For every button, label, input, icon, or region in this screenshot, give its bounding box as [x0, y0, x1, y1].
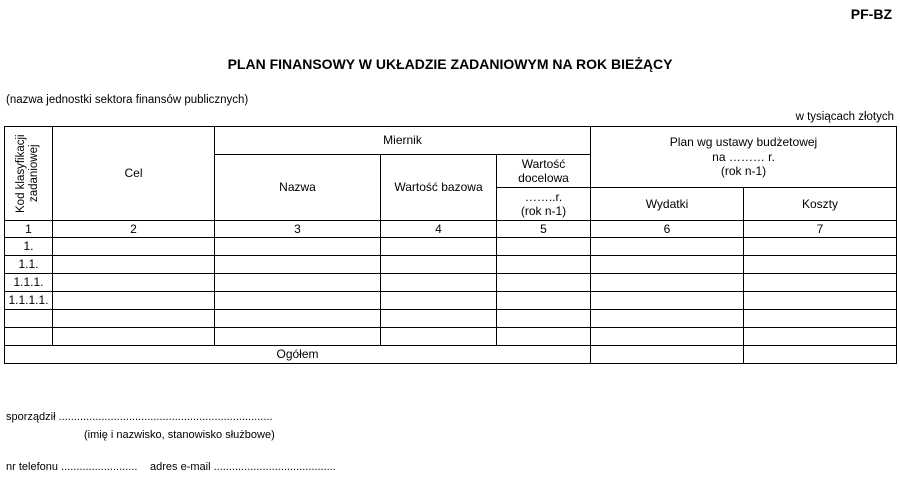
- table-cell[interactable]: [381, 256, 497, 274]
- table-cell[interactable]: [381, 274, 497, 292]
- table-cell[interactable]: [381, 292, 497, 310]
- document-title: PLAN FINANSOWY W UKŁADZIE ZADANIOWYM NA ROK BIEŻĄCY: [227, 56, 673, 72]
- header-target-value: Wartość docelowa: [497, 155, 591, 188]
- table-row: [5, 274, 897, 292]
- row-code: 1.1.: [5, 256, 53, 274]
- header-plan-group: [591, 127, 897, 188]
- header-base-value: Wartość bazowa: [381, 155, 497, 221]
- table-cell[interactable]: [744, 256, 897, 274]
- total-expenses-cell[interactable]: [591, 346, 744, 364]
- total-label: Ogółem: [5, 346, 591, 364]
- email-field[interactable]: adres e-mail ........................................: [150, 461, 336, 473]
- header-code-label: Kod klasyfikacji zadaniowej: [15, 134, 41, 213]
- table-cell[interactable]: [744, 292, 897, 310]
- form-code: PF-BZ: [850, 6, 892, 22]
- plan-line-1: Plan wg ustawy budżetowej: [669, 135, 818, 150]
- table-cell[interactable]: [591, 292, 744, 310]
- target-year-note: (rok n-1): [520, 204, 567, 218]
- header-target-year: [497, 188, 591, 221]
- table-cell[interactable]: [497, 238, 591, 256]
- table-cell[interactable]: [53, 328, 215, 346]
- table-cell[interactable]: [497, 310, 591, 328]
- header-measure-group: Miernik: [215, 127, 591, 155]
- table-cell[interactable]: [381, 310, 497, 328]
- column-number: 5: [497, 221, 591, 238]
- table-cell[interactable]: [497, 292, 591, 310]
- table-cell[interactable]: [591, 310, 744, 328]
- prepared-by-hint: (imię i nazwisko, stanowisko służbowe): [84, 429, 275, 441]
- column-number: 4: [381, 221, 497, 238]
- row-code: 1.1.1.: [5, 274, 53, 292]
- header-code: [5, 127, 53, 221]
- table-cell[interactable]: [53, 256, 215, 274]
- prepared-by-line[interactable]: sporządził ......................................................................: [6, 411, 273, 423]
- table-row: [5, 256, 897, 274]
- table-row: [5, 238, 897, 256]
- table-cell[interactable]: [215, 292, 381, 310]
- table-cell[interactable]: [215, 310, 381, 328]
- row-code: [5, 328, 53, 346]
- financial-plan-table: [4, 126, 897, 364]
- table-row: [5, 292, 897, 310]
- phone-field[interactable]: nr telefonu .........................: [6, 461, 138, 473]
- target-year: ……..r.: [524, 189, 563, 204]
- table-cell[interactable]: [591, 328, 744, 346]
- total-row: [5, 346, 897, 364]
- currency-note: w tysiącach złotych: [795, 111, 894, 123]
- header-goal: Cel: [53, 127, 215, 221]
- plan-line-3: (rok n-1): [720, 164, 767, 179]
- row-code: [5, 310, 53, 328]
- row-code: 1.1.1.1.: [5, 292, 53, 310]
- table-cell[interactable]: [744, 238, 897, 256]
- column-number: 2: [53, 221, 215, 238]
- table-cell[interactable]: [591, 256, 744, 274]
- table-cell[interactable]: [215, 274, 381, 292]
- total-costs-cell[interactable]: [744, 346, 897, 364]
- plan-line-2: na ……… r.: [712, 149, 775, 164]
- table-cell[interactable]: [381, 238, 497, 256]
- table-cell[interactable]: [381, 328, 497, 346]
- table-cell[interactable]: [744, 274, 897, 292]
- header-name: Nazwa: [215, 155, 381, 221]
- table-cell[interactable]: [215, 256, 381, 274]
- column-number: 7: [744, 221, 897, 238]
- table-cell[interactable]: [497, 256, 591, 274]
- table-cell[interactable]: [497, 328, 591, 346]
- table-cell[interactable]: [591, 274, 744, 292]
- table-cell[interactable]: [53, 292, 215, 310]
- table-cell[interactable]: [591, 238, 744, 256]
- table-cell[interactable]: [53, 310, 215, 328]
- table-cell[interactable]: [215, 328, 381, 346]
- table-row: [5, 328, 897, 346]
- column-number: 1: [5, 221, 53, 238]
- header-expenses: Wydatki: [591, 188, 744, 221]
- table-cell[interactable]: [53, 274, 215, 292]
- table-cell[interactable]: [744, 310, 897, 328]
- column-number: 6: [591, 221, 744, 238]
- header-costs: Koszty: [744, 188, 897, 221]
- table-cell[interactable]: [53, 238, 215, 256]
- column-number: 3: [215, 221, 381, 238]
- row-code: 1.: [5, 238, 53, 256]
- table-cell[interactable]: [744, 328, 897, 346]
- table-row: [5, 310, 897, 328]
- table-cell[interactable]: [215, 238, 381, 256]
- column-number-row: [5, 221, 897, 238]
- unit-name-label: (nazwa jednostki sektora finansów publicznych): [6, 94, 249, 106]
- table-cell[interactable]: [497, 274, 591, 292]
